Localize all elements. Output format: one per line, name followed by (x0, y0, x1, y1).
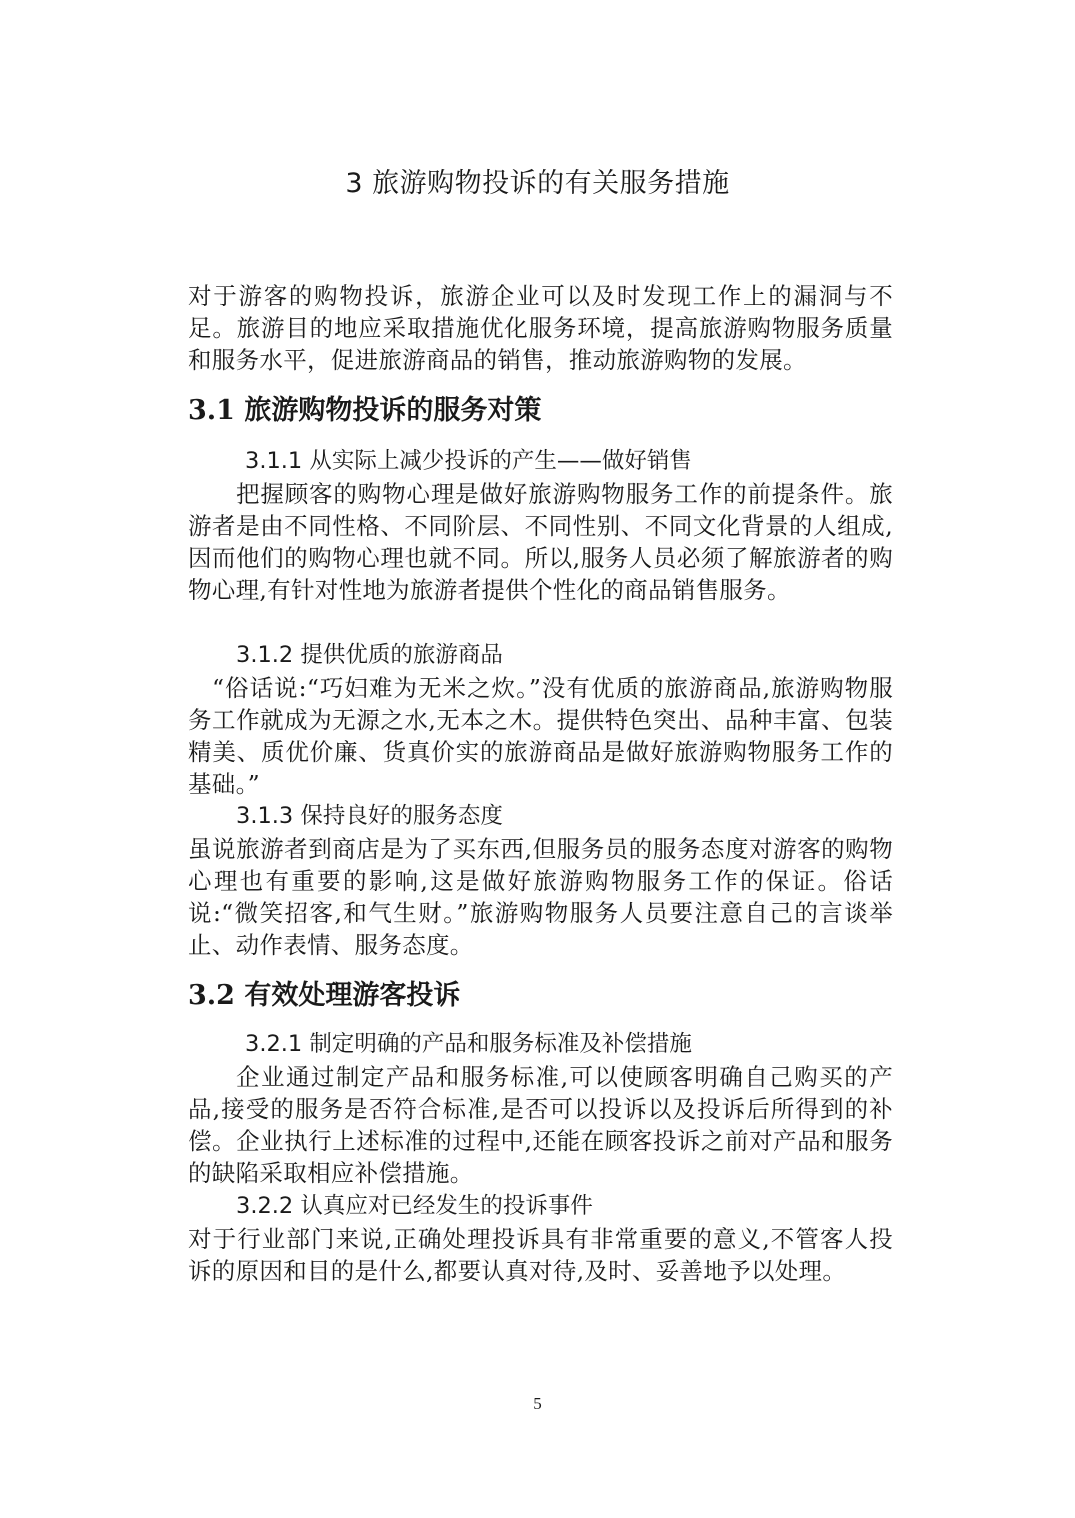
subsection-3-1-3-paragraph: 虽说旅游者到商店是为了买东西,但服务员的服务态度对游客的购物心理也有重要的影响,这是做好旅游购物服务工作的保证。俗话说:“微笑招客,和气生财。”旅游购物服务人员要注意自己的言谈举止、动作表情、服务态度。 (188, 835, 893, 959)
chapter-intro-paragraph: 对于游客的购物投诉，旅游企业可以及时发现工作上的漏洞与不足。旅游目的地应采取措施优化服务环境，提高旅游购物服务质量和服务水平，促进旅游商品的销售，推动旅游购物的发展。 (188, 282, 893, 374)
subsection-3-1-1-paragraph: 把握顾客的购物心理是做好旅游购物服务工作的前提条件。旅游者是由不同性格、不同阶层、不同性别、不同文化背景的人组成,因而他们的购物心理也就不同。所以,服务人员必须了解旅游者的购物心理,有针对性地为旅游者提供个性化的商品销售服务。 (188, 480, 893, 604)
subsection-3-1-3-heading: 3.1.3 保持良好的服务态度 (236, 803, 503, 829)
section-3-1-heading (188, 393, 893, 429)
subsection-3-2-2-paragraph: 对于行业部门来说,正确处理投诉具有非常重要的意义,不管客人投诉的原因和目的是什么,都要认真对待,及时、妥善地予以处理。 (188, 1225, 893, 1285)
page-number: 5 (533, 1394, 542, 1413)
subsection-3-2-1-heading: 3.2.1 制定明确的产品和服务标准及补偿措施 (245, 1031, 692, 1057)
section-3-1-number: 3.1 (188, 395, 245, 426)
chapter-title: 3 旅游购物投诉的有关服务措施 (345, 168, 730, 199)
subsection-3-2-1-paragraph: 企业通过制定产品和服务标准,可以使顾客明确自己购买的产品,接受的服务是否符合标准,是否可以投诉以及投诉后所得到的补偿。企业执行上述标准的过程中,还能在顾客投诉之前对产品和服务的缺陷采取相应补偿措施。 (188, 1063, 893, 1187)
subsection-3-1-1-heading: 3.1.1 从实际上减少投诉的产生——做好销售 (245, 448, 692, 474)
subsection-3-1-2-paragraph: “俗话说:“巧妇难为无米之炊。”没有优质的旅游商品,旅游购物服务工作就成为无源之水,无本之木。提供特色突出、品种丰富、包装精美、质优价廉、货真价实的旅游商品是做好旅游购物服务工作的基础。” (188, 674, 893, 798)
subsection-3-1-2-heading: 3.1.2 提供优质的旅游商品 (236, 642, 503, 668)
section-3-1-title: 旅游购物投诉的服务对策 (244, 395, 542, 426)
subsection-3-2-2-heading: 3.2.2 认真应对已经发生的投诉事件 (236, 1193, 593, 1219)
section-3-2-heading: 3.2 有效处理游客投诉 (188, 980, 461, 1011)
